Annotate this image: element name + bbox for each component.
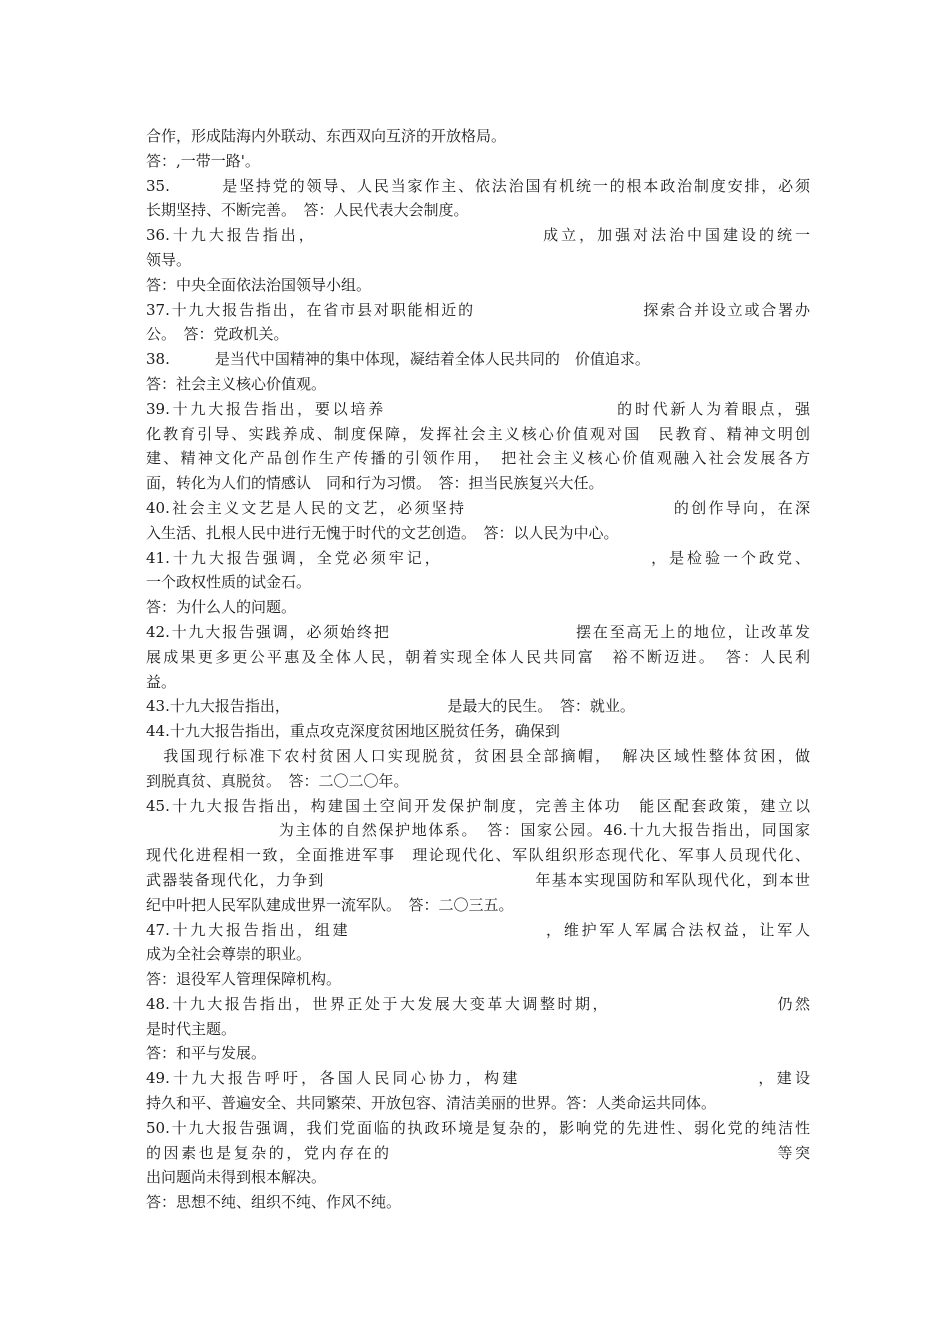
answer-line: 答：,一带一路'。 [146, 151, 260, 170]
text-line: 成为全社会尊崇的职业。 [146, 945, 312, 964]
text-line: 展成果更多更公平惠及全体人民，朝着实现全体人民共同富 裕不断迈进。 答：人民利 [146, 647, 810, 666]
text-line: 益。 [146, 672, 177, 691]
question-39: 39.十九大报告指出，要以培养 的时代新人为着眼点，强 [146, 399, 810, 418]
question-49: 49.十九大报告呼吁，各国人民同心协力，构建 ，建设 [146, 1069, 810, 1088]
text-line: 领导。 [146, 250, 192, 269]
question-43: 43.十九大报告指出， 是最大的民生。 答：就业。 [146, 697, 635, 716]
text-line: 一个政权性质的试金石。 [146, 573, 312, 592]
question-40: 40.社会主义文艺是人民的文艺，必须坚持 的创作导向，在深 [146, 498, 810, 517]
question-50: 50.十九大报告强调，我们党面临的执政环境是复杂的，影响党的先进性、弱化党的纯洁性 [146, 1118, 810, 1137]
question-42: 42.十九大报告强调，必须始终把 摆在至高无上的地位，让改革发 [146, 622, 810, 641]
text-line: 是时代主题。 [146, 1019, 237, 1038]
answer-line: 答：为什么人的问题。 [146, 598, 297, 617]
text-line: 武器装备现代化，力争到 年基本实现国防和军队现代化，到本世 [146, 870, 810, 889]
text-line: 化教育引导、实践养成、制度保障，发挥社会主义核心价值观对国 民教育、精神文明创 [146, 424, 810, 443]
answer-line: 答：思想不纯、组织不纯、作风不纯。 [146, 1193, 402, 1212]
question-46: 为主体的自然保护地体系。 答：国家公园。46.十九大报告指出，同国家 [146, 821, 810, 840]
question-35: 35. 是坚持党的领导、人民当家作主、依法治国有机统一的根本政治制度安排，必须 [146, 176, 810, 195]
document-page [146, 124, 810, 1215]
text-line: 入生活、扎根人民中进行无愧于时代的文艺创造。 答：以人民为中心。 [146, 523, 619, 542]
answer-line: 答：和平与发展。 [146, 1044, 267, 1063]
text-line: 纪中叶把人民军队建成世界一流军队。 答：二〇三五。 [146, 895, 514, 914]
question-48: 48.十九大报告指出，世界正处于大发展大变革大调整时期， 仍然 [146, 994, 810, 1013]
question-37: 37.十九大报告指出，在省市县对职能相近的 探索合并设立或合署办 [146, 300, 810, 319]
text-line: 到脱真贫、真脱贫。 答：二〇二〇年。 [146, 771, 409, 790]
question-47: 47.十九大报告指出，组建 ，维护军人军属合法权益，让军人 [146, 920, 810, 939]
text-line: 现代化进程相一致，全面推进军事 理论现代化、军队组织形态现代化、军事人员现代化、 [146, 846, 810, 865]
question-45: 45.十九大报告指出，构建国土空间开发保护制度，完善主体功 能区配套政策，建立以 [146, 796, 810, 815]
text-line: 持久和平、普遍安全、共同繁荣、开放包容、清洁美丽的世界。答：人类命运共同体。 [146, 1094, 717, 1113]
answer-line: 答：社会主义核心价值观。 [146, 374, 327, 393]
question-36: 36.十九大报告指出， 成立，加强对法治中国建设的统一 [146, 226, 810, 245]
text-line: 合作，形成陆海内外联动、东西双向互济的开放格局。 [146, 127, 507, 145]
answer-line: 答：退役军人管理保障机构。 [146, 970, 342, 989]
text-line: 面，转化为人们的情感认 同和行为习惯。 答：担当民族复兴大任。 [146, 474, 604, 493]
text-line: 的因素也是复杂的，党内存在的 等突 [146, 1143, 810, 1162]
text-line: 公。 答：党政机关。 [146, 325, 289, 344]
answer-line: 答：中央全面依法治国领导小组。 [146, 275, 372, 294]
question-38: 38. 是当代中国精神的集中体现，凝结着全体人民共同的 价值追求。 [146, 350, 650, 369]
question-41: 41.十九大报告强调，全党必须牢记， ，是检验一个政党、 [146, 548, 810, 567]
question-44: 44.十九大报告指出，重点攻克深度贫困地区脱贫任务，确保到 [146, 722, 560, 741]
text-line: 我国现行标准下农村贫困人口实现脱贫，贫困县全部摘帽， 解决区域性整体贫困，做 [146, 746, 810, 765]
text-line: 长期坚持、不断完善。 答：人民代表大会制度。 [146, 201, 469, 220]
text-line: 建、精神文化产品创作生产传播的引领作用， 把社会主义核心价值观融入社会发展各方 [146, 449, 810, 468]
text-line: 出问题尚未得到根本解决。 [146, 1168, 327, 1187]
